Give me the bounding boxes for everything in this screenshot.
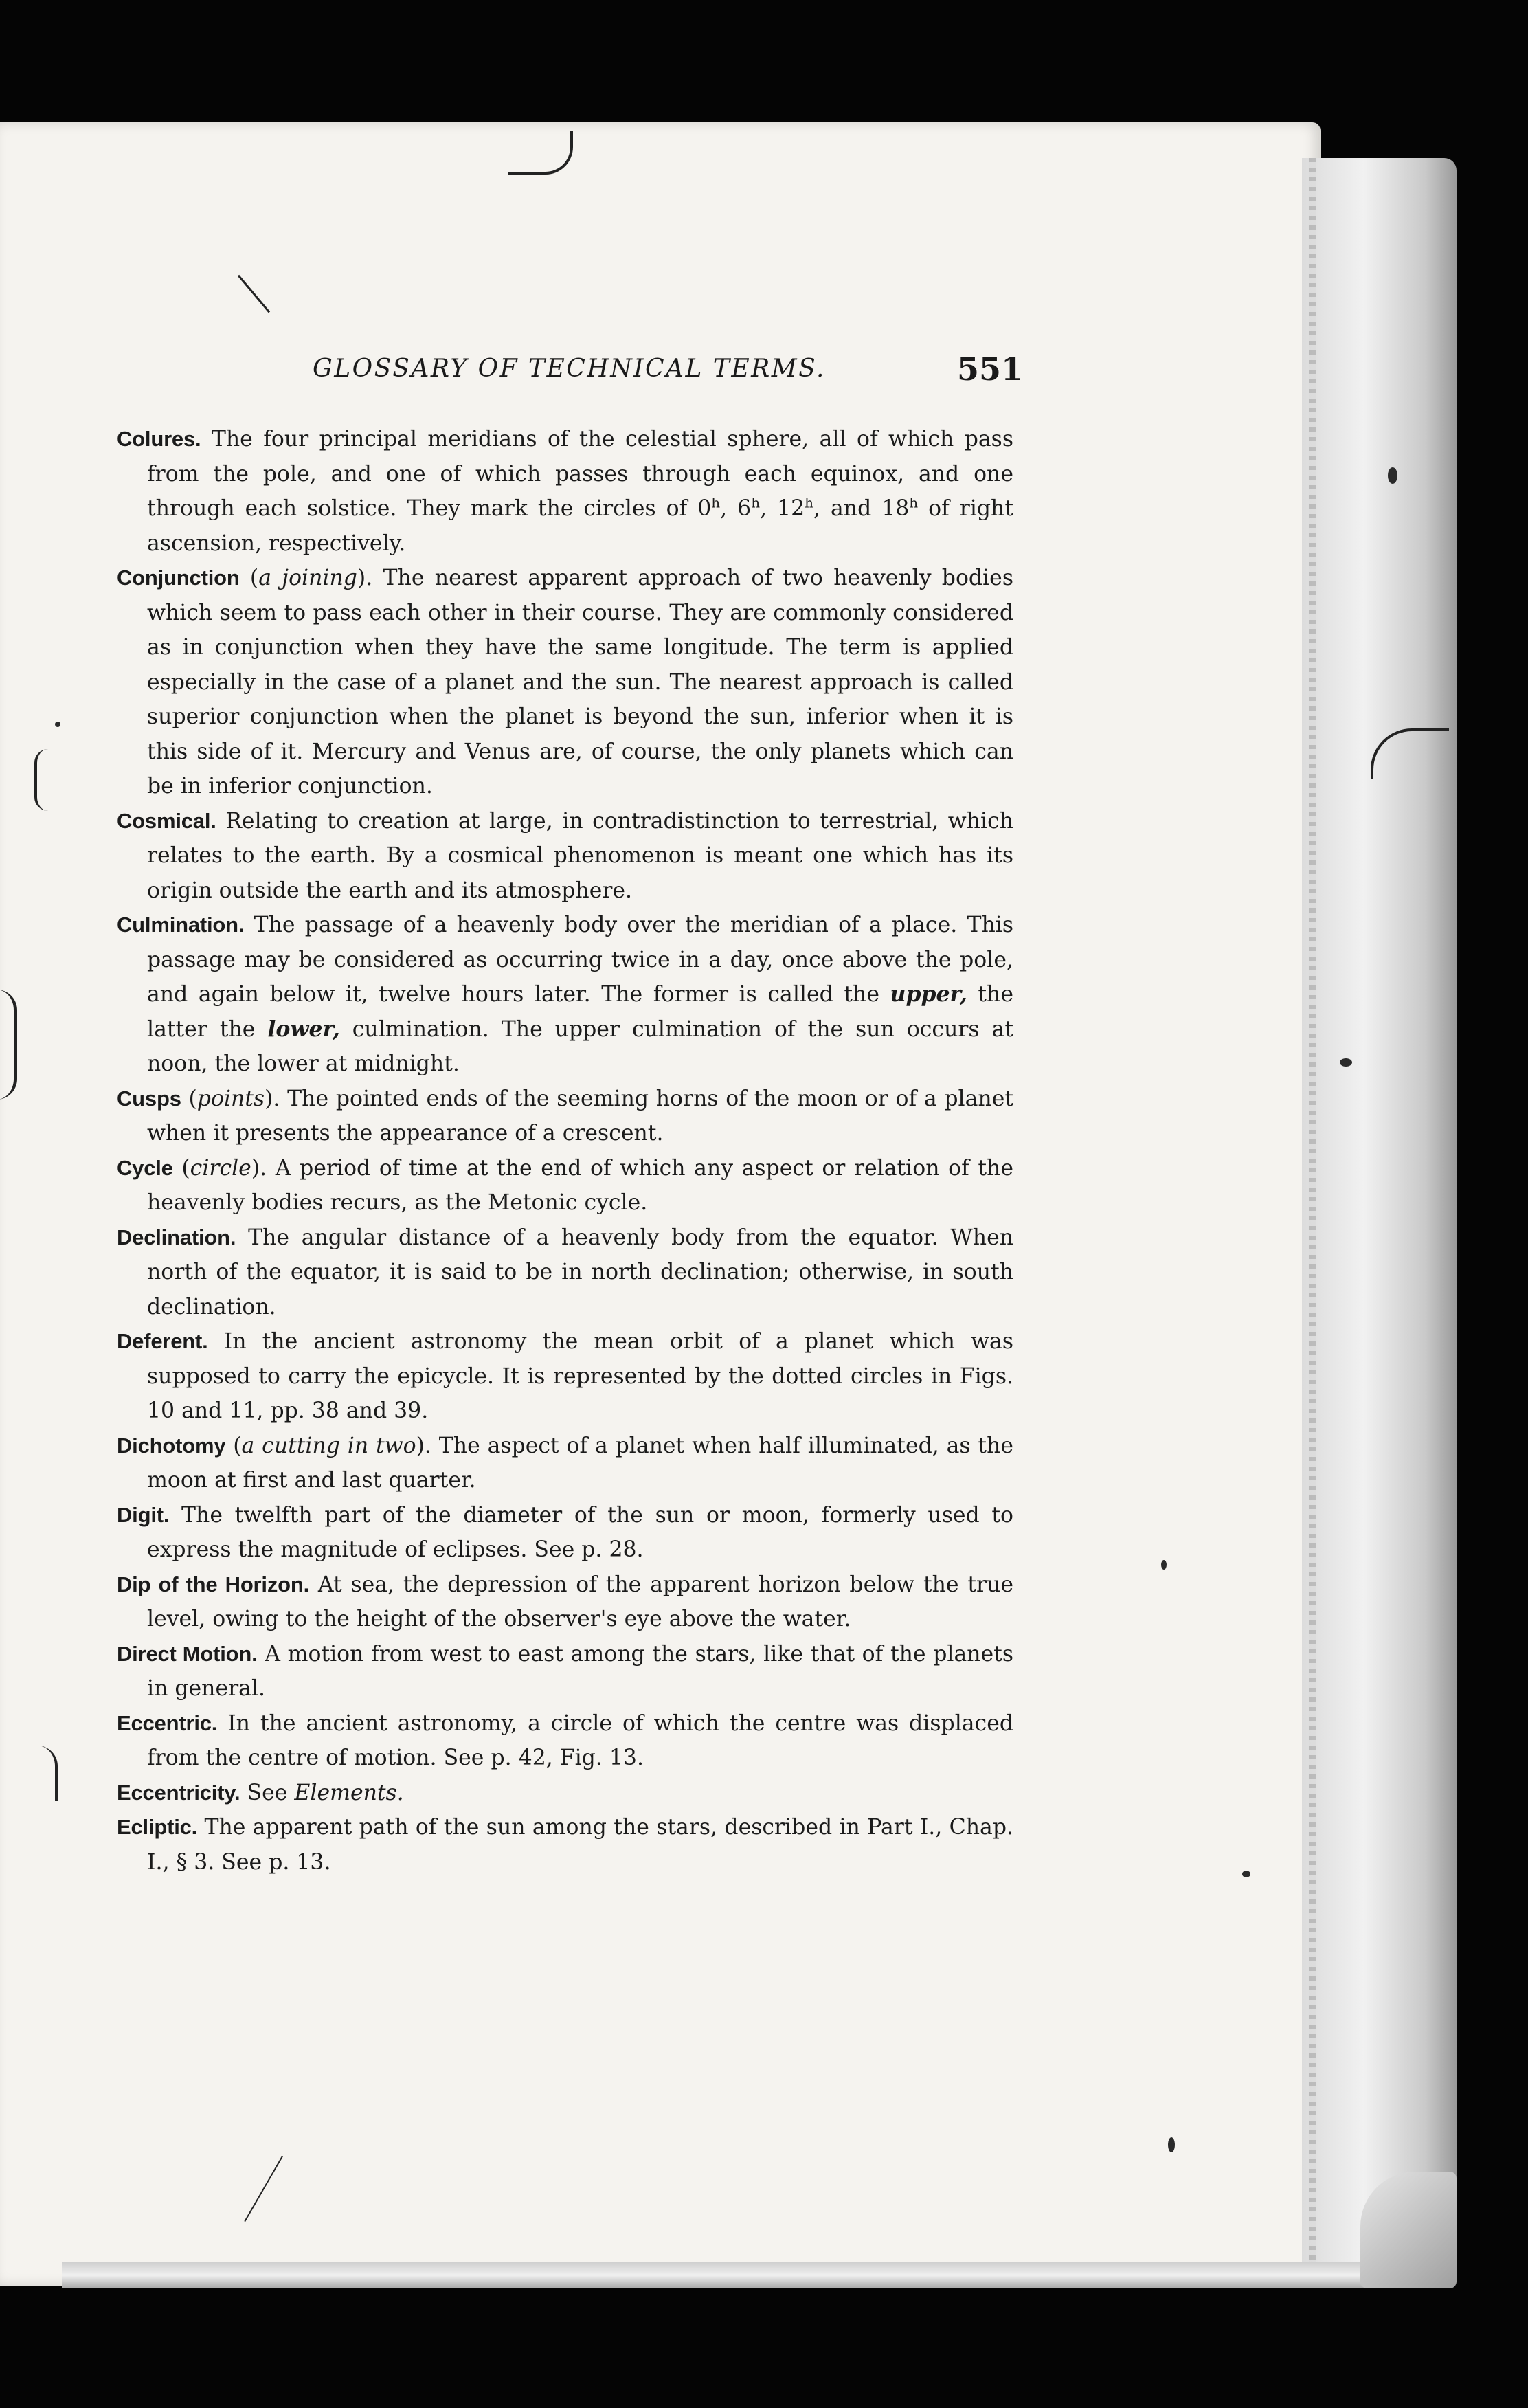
entry-definition: The four principal meridians of the celestial sphere, all of which pass from the pole, and one of which passes through each equinox, and one through each solstice. They mark the circles of 0 bbox=[147, 427, 1014, 521]
scan-speck bbox=[55, 722, 60, 727]
entry-term: Culmination. bbox=[117, 913, 245, 937]
entry-definition: The angular distance of a heavenly body from the equator. When north of the equator, it is said to be in north declination; otherwise, in south declination. bbox=[147, 1225, 1014, 1319]
entry-definition: The passage of a heavenly body over the meridian of a place. This passage may be considered as occurring twice in a day, once above the pole, and again below it, twelve hours later. The former is called the bbox=[147, 913, 1013, 1007]
glossary-entry bbox=[117, 1498, 1013, 1568]
entry-definition: Relating to creation at large, in contradistinction to terrestrial, which relates to the earth. By a cosmical phenomenon is meant one which has its origin outside the earth and its atmosphere. bbox=[147, 808, 1014, 903]
entry-term: Digit. bbox=[117, 1502, 170, 1527]
entry-term: Dip of the Horizon. bbox=[117, 1572, 310, 1596]
page-bottom-edge bbox=[62, 2262, 1367, 2288]
entry-term: Conjunction bbox=[117, 566, 240, 590]
scan-speck bbox=[1388, 467, 1397, 484]
glossary-entry bbox=[117, 1637, 1013, 1706]
page-corner-curl bbox=[1360, 2172, 1457, 2288]
entry-term: Eccentricity. bbox=[117, 1780, 240, 1805]
entry-definition: A period of time at the end of which any aspect or relation of the heavenly bodies recurs, as the Metonic cycle. bbox=[147, 1155, 1013, 1215]
entry-definition: In the ancient astronomy the mean orbit of a planet which was supposed to carry the epicycle. It is represented by the dotted circles in Figs. 10 and 11, pp. 38 and 39. bbox=[147, 1329, 1014, 1423]
scan-speck bbox=[1340, 1058, 1352, 1067]
entry-term: Cosmical. bbox=[117, 808, 216, 833]
scan-speck bbox=[1161, 1560, 1167, 1570]
glossary-entry bbox=[117, 804, 1013, 908]
entry-term: Cusps bbox=[117, 1086, 181, 1111]
entry-etymology: points bbox=[196, 1086, 265, 1111]
entry-term: Eccentric. bbox=[117, 1710, 218, 1735]
glossary-body bbox=[117, 422, 1013, 1880]
scan-speck bbox=[1168, 2137, 1175, 2152]
glossary-entry: Culmination. The passage of a heavenly body over the meridian of a place. This passage may be considered as occurring twice in a day, once above the pole, and again below it, twelve hours later. The former is called the upper, the latter the lower, culmination. The upper culmination of the sun occurs at noon, the lower at midnight. bbox=[117, 913, 1013, 1076]
glossary-entry bbox=[117, 1220, 1013, 1325]
entry-term: Deferent. bbox=[117, 1329, 208, 1353]
glossary-entry bbox=[117, 1706, 1013, 1776]
entry-definition: The aspect of a planet when half illuminated, as the moon at first and last quarter. bbox=[147, 1433, 1013, 1493]
entry-term: Dichotomy bbox=[117, 1433, 226, 1458]
entry-definition: The twelfth part of the diameter of the sun or moon, formerly used to express the magnitude of eclipses. See p. 28. bbox=[147, 1502, 1013, 1562]
entry-etymology: a cutting in two bbox=[241, 1433, 416, 1458]
glossary-entry bbox=[117, 1810, 1013, 1880]
scan-mark bbox=[34, 749, 65, 811]
entry-term: Declination. bbox=[117, 1225, 236, 1249]
entry-definition: The pointed ends of the seeming horns of the moon or of a planet when it presents the appearance of a crescent. bbox=[147, 1086, 1013, 1146]
entry-term: Colures. bbox=[117, 427, 201, 451]
glossary-entry: Colures. The four principal meridians of the celestial sphere, all of which pass from the pole, and one of which passes through each equinox, and one through each solstice. They mark the circles of 0$^h$, 6$^h$, 12$^h$, and 18$^h$ of right ascension, respectively. bbox=[117, 427, 1014, 556]
page-number: 551 bbox=[957, 350, 1024, 388]
running-head: GLOSSARY OF TECHNICAL TERMS. bbox=[313, 355, 826, 383]
glossary-entry: Eccentricity. See Elements. bbox=[117, 1780, 404, 1805]
entry-etymology: a joining bbox=[258, 566, 357, 590]
scan-mark bbox=[508, 131, 573, 175]
entry-definition: The nearest apparent approach of two heavenly bodies which seem to pass each other in their course. They are commonly considered as in conjunction when they have the same longitude. The term is applied especially in the case of a planet and the sun. The nearest approach is called superior conjunction when the planet is beyond the sun, inferior when it is this side of it. Mercury and Venus are, of course, the only planets which can be in inferior conjunction. bbox=[147, 566, 1013, 799]
entry-term: Ecliptic. bbox=[117, 1815, 198, 1839]
entry-definition: See bbox=[247, 1780, 295, 1805]
glossary-entry: Cusps (points). The pointed ends of the seeming horns of the moon or of a planet when it presents the appearance of a crescent. bbox=[117, 1086, 1013, 1146]
entry-term: Direct Motion. bbox=[117, 1641, 258, 1666]
glossary-entry: Cycle (circle). A period of time at the end of which any aspect or relation of the heavenly bodies recurs, as the Metonic cycle. bbox=[117, 1155, 1013, 1215]
entry-definition: The apparent path of the sun among the stars, described in Part I., Chap. I., § 3. See p. 13. bbox=[147, 1815, 1013, 1875]
entry-definition: A motion from west to east among the stars, like that of the planets in general. bbox=[147, 1641, 1013, 1701]
glossary-entry bbox=[117, 1324, 1013, 1429]
entry-definition: In the ancient astronomy, a circle of which the centre was displaced from the centre of motion. See p. 42, Fig. 13. bbox=[147, 1710, 1014, 1770]
page-stack-edge bbox=[1302, 158, 1457, 2268]
entry-definition: At sea, the depression of the apparent horizon below the true level, owing to the height of the observer's eye above the water. bbox=[147, 1572, 1014, 1631]
glossary-entry: Dichotomy (a cutting in two). The aspect of a planet when half illuminated, as the moon at first and last quarter. bbox=[117, 1433, 1013, 1493]
entry-etymology: circle bbox=[190, 1155, 251, 1181]
scan-speck bbox=[1242, 1871, 1250, 1877]
scan-mark bbox=[7, 1746, 58, 1801]
scan-mark bbox=[0, 990, 17, 1100]
entry-term: Cycle bbox=[117, 1155, 173, 1180]
glossary-entry bbox=[117, 1568, 1013, 1637]
glossary-entry: Conjunction (a joining). The nearest apparent approach of two heavenly bodies which seem to pass each other in their course. They are commonly considered as in conjunction when they have the same longitude. The term is applied especially in the case of a planet and the sun. The nearest approach is called superior conjunction when the planet is beyond the sun, inferior when it is this side of it. Mercury and Venus are, of course, the only planets which can be in inferior conjunction. bbox=[117, 566, 1013, 799]
